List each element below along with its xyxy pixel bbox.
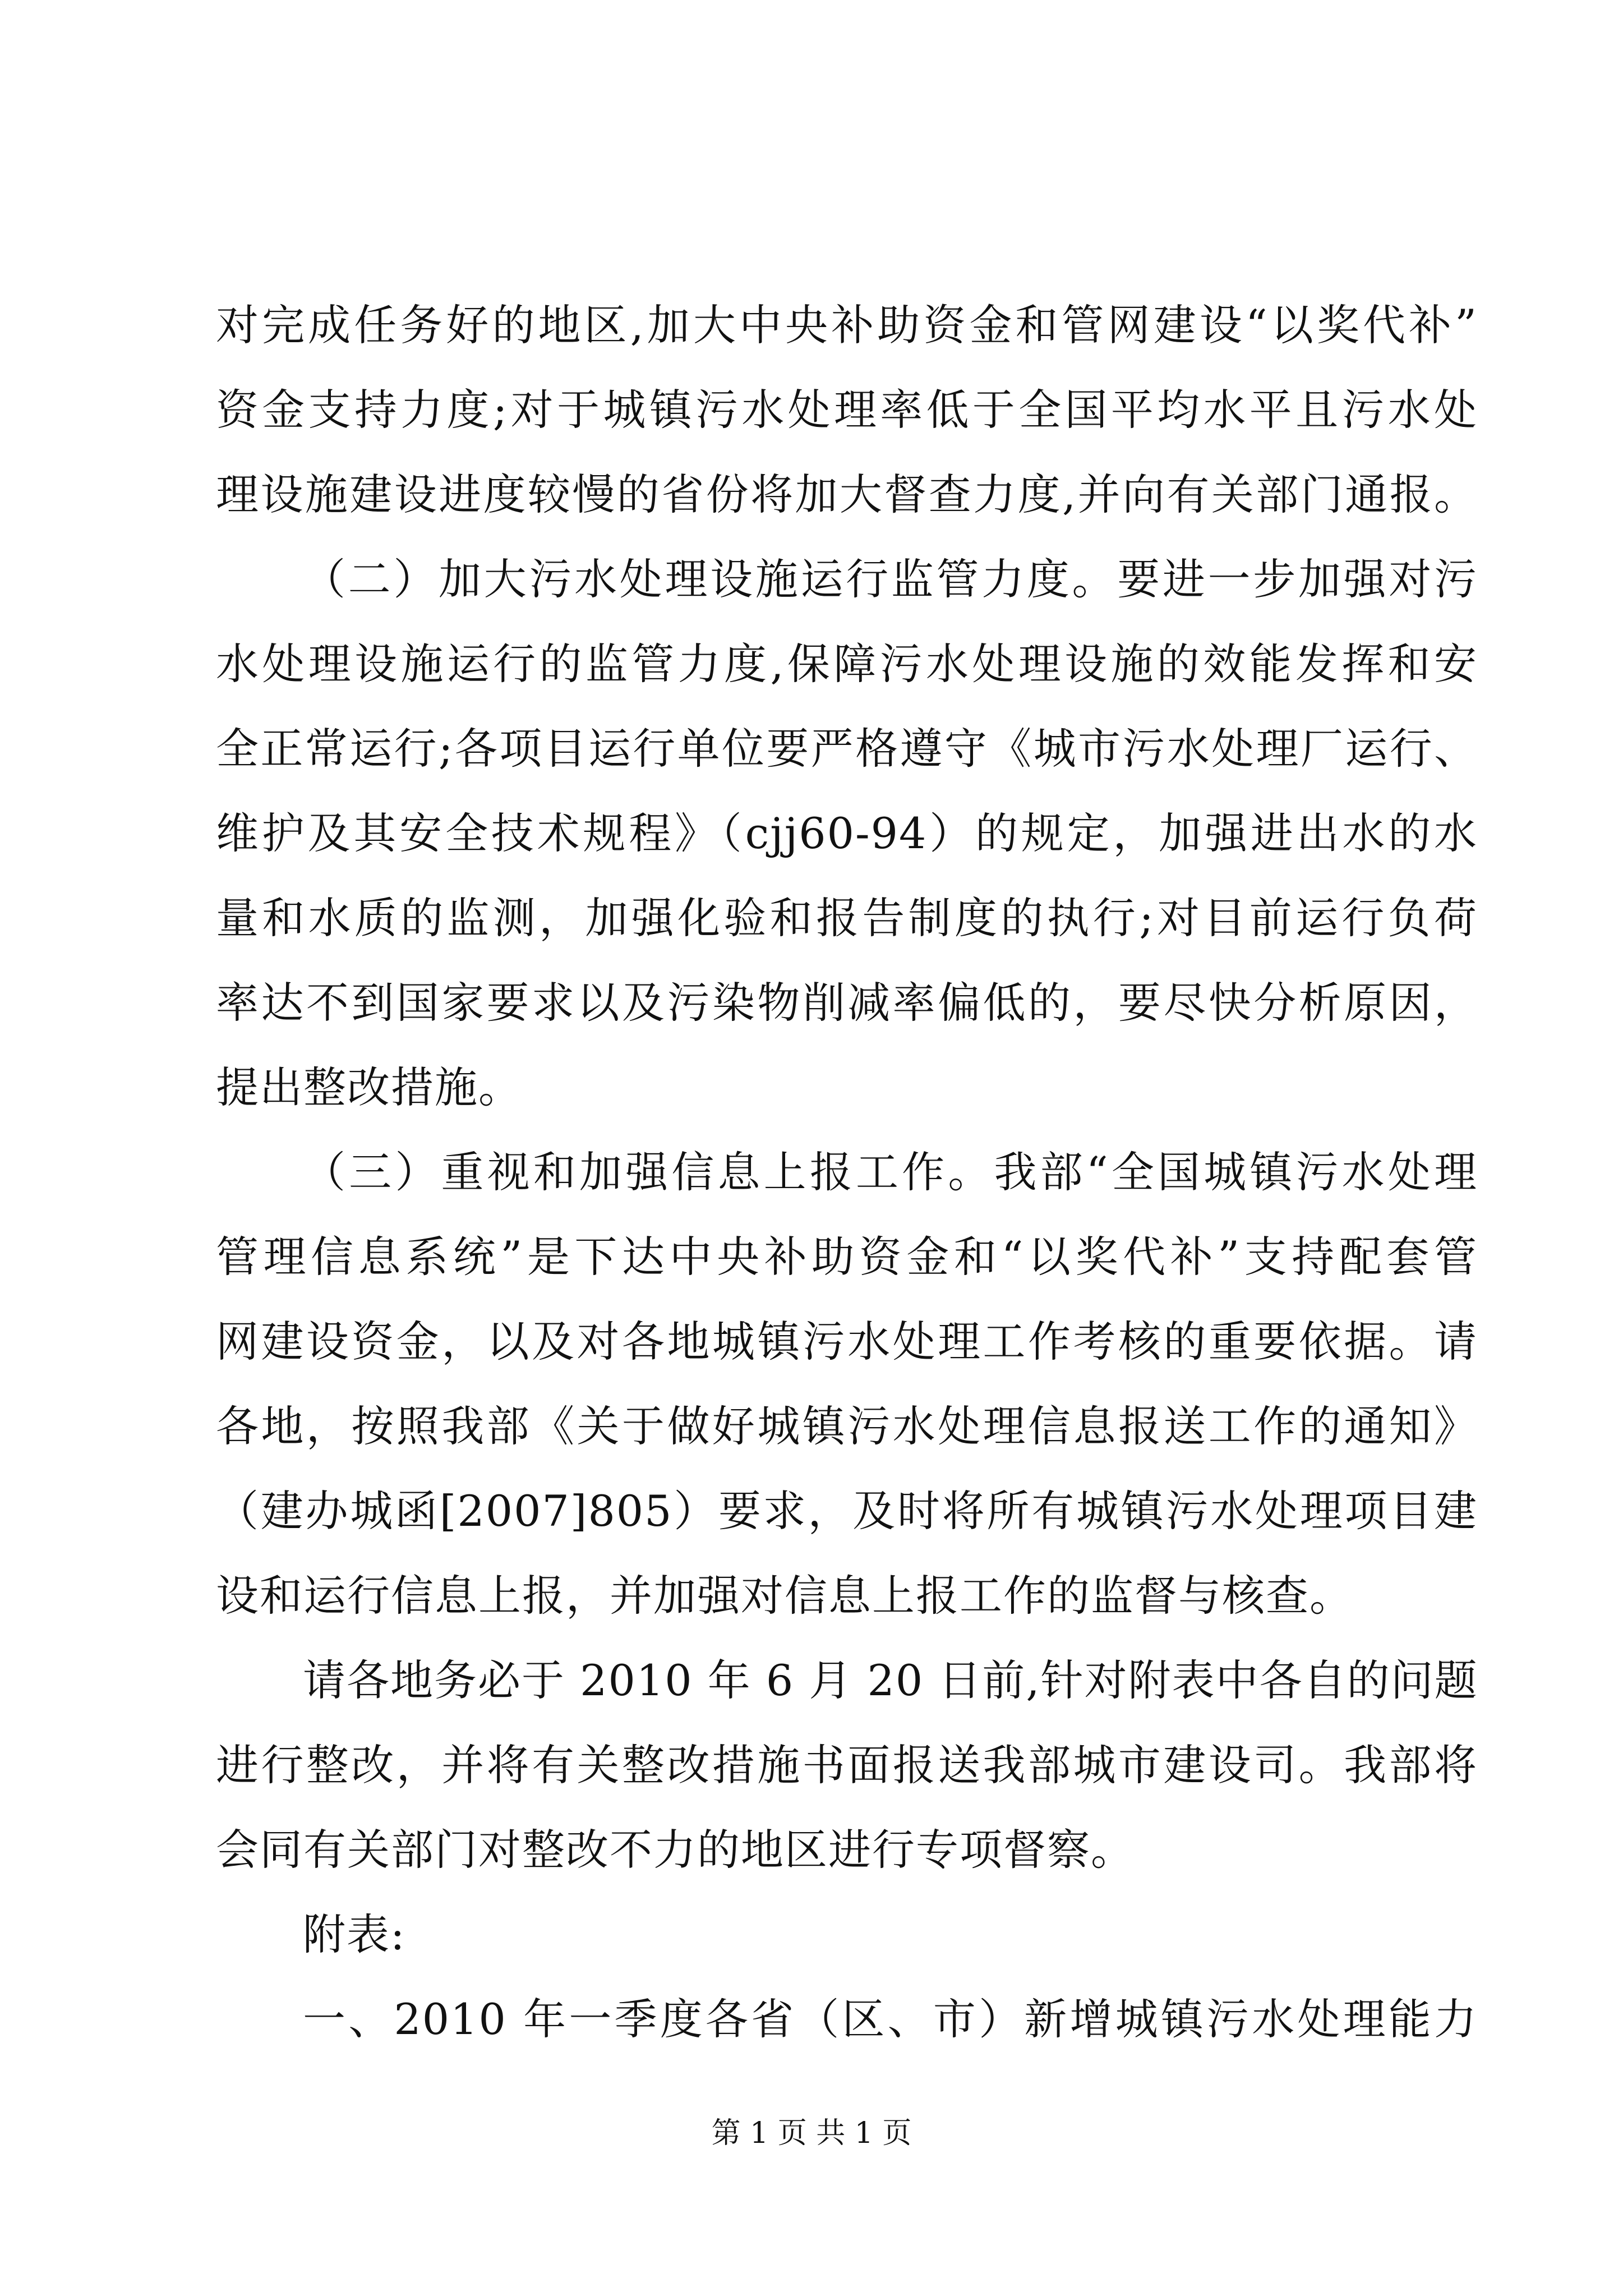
text-line: 理设施建设进度较慢的省份将加大督查力度,并向有关部门通报。 bbox=[216, 470, 1478, 519]
text-line: 会同有关部门对整改不力的地区进行专项督察。 bbox=[216, 1825, 1135, 1875]
text-line: 请各地务必于 2010 年 6 月 20 日前,针对附表中各自的问题 bbox=[303, 1655, 1478, 1705]
text-line: 提出整改措施。 bbox=[216, 1062, 522, 1112]
text-line: 全正常运行;各项目运行单位要严格遵守《城市污水处理厂运行、 bbox=[216, 724, 1478, 774]
text-line: 量和水质的监测，加强化验和报告制度的执行;对目前运行负荷 bbox=[216, 893, 1478, 943]
text-line: 对完成任务好的地区,加大中央补助资金和管网建设“以奖代补” bbox=[216, 300, 1478, 350]
text-line: （建办城函[2007]805）要求，及时将所有城镇污水处理项目建 bbox=[216, 1486, 1478, 1536]
text-line: 维护及其安全技术规程》（cjj60-94）的规定，加强进出水的水 bbox=[216, 808, 1478, 858]
text-line: （二）加大污水处理设施运行监管力度。要进一步加强对污 bbox=[303, 554, 1478, 604]
text-line: 网建设资金，以及对各地城镇污水处理工作考核的重要依据。请 bbox=[216, 1317, 1478, 1366]
text-line: （三）重视和加强信息上报工作。我部“全国城镇污水处理 bbox=[303, 1147, 1478, 1197]
text-line: 率达不到国家要求以及污染物削减率偏低的，要尽快分析原因， bbox=[216, 978, 1478, 1028]
text-line: 资金支持力度;对于城镇污水处理率低于全国平均水平且污水处 bbox=[216, 385, 1478, 435]
text-line: 管理信息系统”是下达中央补助资金和“以奖代补”支持配套管 bbox=[216, 1232, 1478, 1282]
text-line: 水处理设施运行的监管力度,保障污水处理设施的效能发挥和安 bbox=[216, 639, 1478, 689]
text-line: 进行整改，并将有关整改措施书面报送我部城市建设司。我部将 bbox=[216, 1740, 1478, 1790]
text-line: 一、2010 年一季度各省（区、市）新增城镇污水处理能力 bbox=[303, 1994, 1478, 2044]
text-line: 附表: bbox=[303, 1910, 406, 1959]
page-number-footer: 第 1 页 共 1 页 bbox=[711, 2116, 912, 2150]
text-line: 设和运行信息上报，并加强对信息上报工作的监督与核查。 bbox=[216, 1571, 1353, 1621]
text-line: 各地，按照我部《关于做好城镇污水处理信息报送工作的通知》 bbox=[216, 1401, 1478, 1451]
